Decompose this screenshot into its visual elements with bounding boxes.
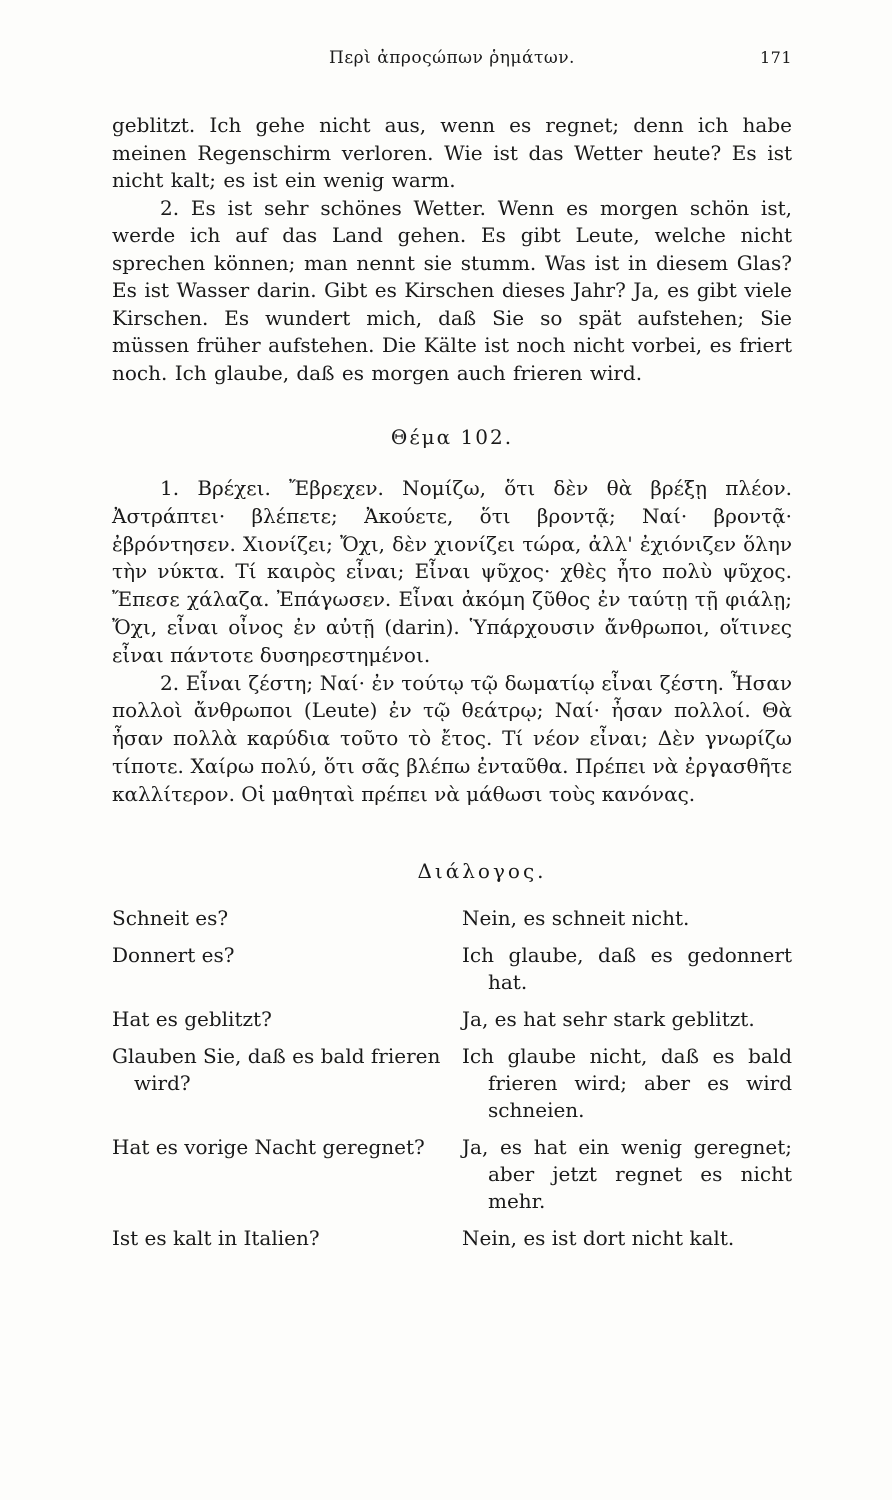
section-title: Θέμα 102. bbox=[390, 425, 514, 449]
dialog-answer: Ja, es hat ein wenig geregnet; aber jetzt regnet es nicht mehr. bbox=[462, 1134, 792, 1213]
dialog-table bbox=[112, 905, 792, 1252]
book-page bbox=[112, 48, 792, 1252]
page-header bbox=[112, 48, 792, 82]
greek-paragraph-2: 2. Εἶναι ζέστη; Ναί· ἐν τούτῳ τῷ δωματίῳ εἶναι ζέστη. Ἦσαν πολλοὶ ἄνθρωποι (Leute) ἐν τῷ θεάτρῳ; Ναί· ἦσαν πολλοί. Θὰ ἦσαν πολλὰ καρύδια τοῦτο τὸ ἔτος. Τί νέον εἶναι; Δὲν γνωρίζω τίποτε. Χαίρω πολύ, ὅτι σᾶς βλέπω ἐνταῦθα. Πρέπει νὰ ἐργασθῆτε καλλίτερον. Οἱ μαθηταὶ πρέπει νὰ μάθωσι τοὺς κανόνας. bbox=[112, 670, 792, 806]
running-title: Περὶ ἀπροςώπων ῥημάτων. bbox=[329, 48, 575, 68]
page-number: 171 bbox=[759, 48, 792, 67]
dialog-title: Διάλογος. bbox=[417, 858, 547, 883]
dialog-answer: Nein, es schneit nicht. bbox=[462, 905, 690, 930]
dialog-question: Ist es kalt in Italien? bbox=[112, 1225, 320, 1250]
dialog-question: Hat es vorige Nacht geregnet? bbox=[112, 1134, 425, 1159]
dialog-question: Schneit es? bbox=[112, 905, 229, 930]
greek-paragraph-1: 1. Βρέχει. Ἔβρεχεν. Νομίζω, ὅτι δὲν θὰ βρέξῃ πλέον. Ἀστράπτει· βλέπετε; Ἀκούετε, ὅτι βροντᾷ; Ναί· βροντᾷ· ἐβρόντησεν. Χιονίζει; Ὄχι, δὲν χιονίζει τώρα, ἀλλ' ἐχιόνιζεν ὅλην τὴν νύκτα. Τί καιρὸς εἶναι; Εἶναι ψῦχος· χθὲς ἦτο πολὺ ψῦχος. Ἔπεσε χάλαζα. Ἐπάγωσεν. Εἶναι ἀκόμη ζῦθος ἐν ταύτῃ τῇ φιάλῃ; Ὄχι, εἶναι οἶνος ἐν αὐτῇ (darin). Ὑπάρχουσιν ἄνθρωποι, οἵτινες εἶναι πάντοτε δυσηρεστημένοι. bbox=[112, 476, 792, 667]
dialog-question: Donnert es? bbox=[112, 942, 235, 967]
dialog-answer: Ich glaube, daß es gedonnert hat. bbox=[462, 942, 792, 994]
german-paragraph-1: geblitzt. Ich gehe nicht aus, wenn es regnet; denn ich habe meinen Regenschirm verloren. Wie ist das Wetter heute? Es ist nicht kalt; es ist ein wenig warm. bbox=[112, 113, 792, 192]
dialog-question: Glauben Sie, daß es bald frieren wird? bbox=[112, 1043, 441, 1095]
dialog-answer: Ja, es hat sehr stark geblitzt. bbox=[462, 1006, 755, 1031]
dialog-answer: Ich glaube nicht, daß es bald frieren wird; aber es wird schneien. bbox=[462, 1043, 792, 1122]
dialog-question: Hat es geblitzt? bbox=[112, 1006, 272, 1031]
dialog-answer: Nein, es ist dort nicht kalt. bbox=[462, 1225, 735, 1250]
german-paragraph-2: 2. Es ist sehr schönes Wetter. Wenn es morgen schön ist, werde ich auf das Land gehen. Es gibt Leute, welche nicht sprechen können; man nennt sie stumm. Was ist in diesem Glas? Es ist Wasser darin. Gibt es Kirschen dieses Jahr? Ja, es gibt viele Kirschen. Es wundert mich, daß Sie so spät aufstehen; Sie müssen früher aufstehen. Die Kälte ist noch nicht vorbei, es friert noch. Ich glaube, daß es morgen auch frieren wird. bbox=[112, 195, 792, 385]
